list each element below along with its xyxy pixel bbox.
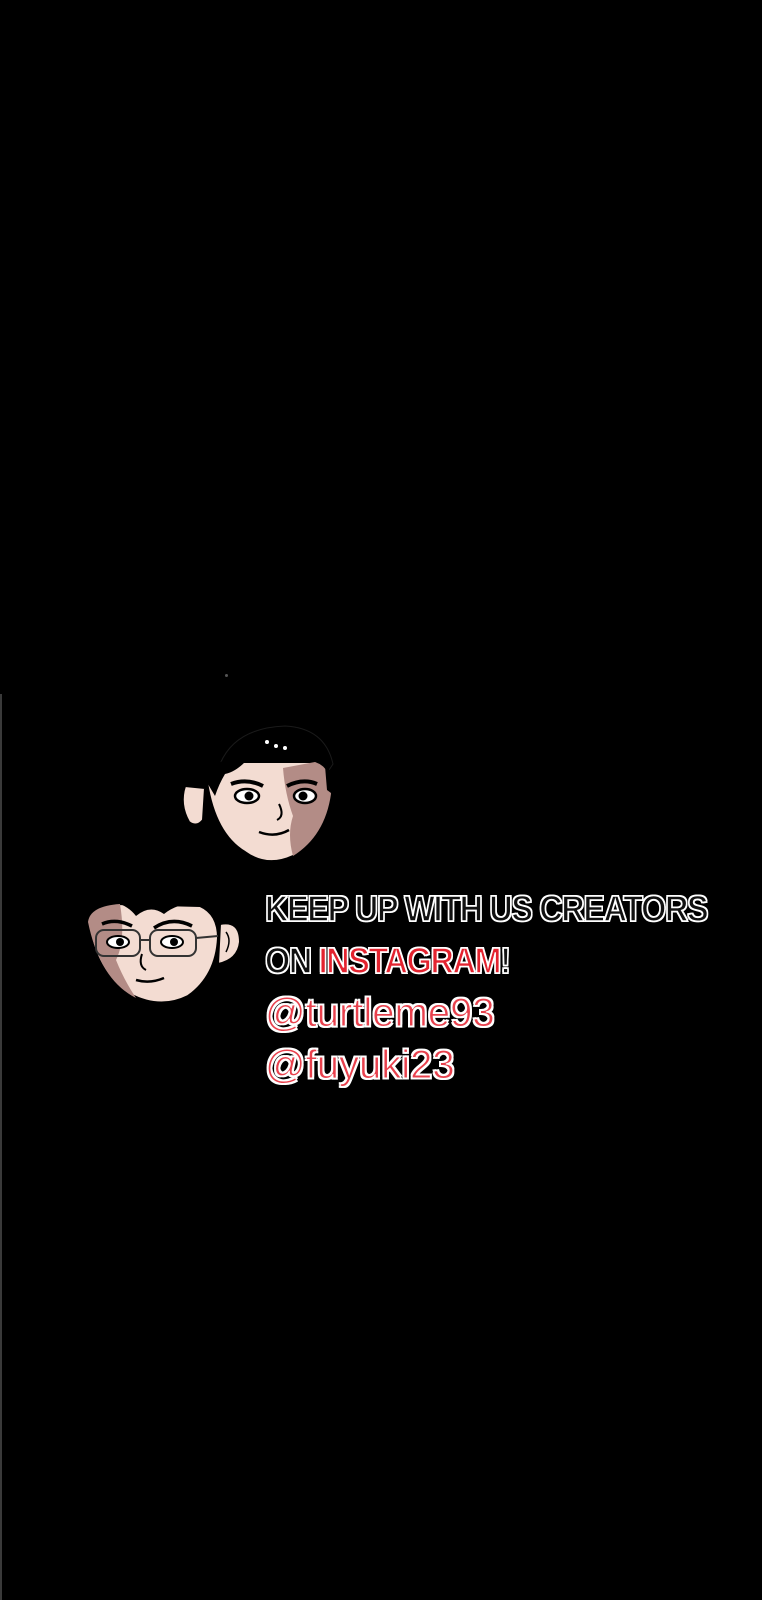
promo-line-2-suffix: ! (500, 940, 510, 981)
promo-headline-2 (265, 935, 688, 987)
decorative-speck (225, 674, 228, 677)
creator-portrait-cap (175, 724, 345, 884)
instagram-handle-fuyuki23[interactable]: @fuyuki23 (265, 1043, 455, 1087)
creator-portrait-glasses (80, 880, 250, 1030)
promo-line-2-prefix: ON (265, 940, 319, 981)
instagram-label: INSTAGRAM (318, 940, 501, 981)
panel-edge (0, 694, 2, 1600)
promo-headline (265, 883, 708, 935)
promo-line-1: KEEP UP WITH US CREATORS (265, 888, 708, 929)
instagram-promo (265, 883, 735, 1091)
instagram-handle-turtleme93[interactable]: @turtleme93 (265, 991, 495, 1035)
